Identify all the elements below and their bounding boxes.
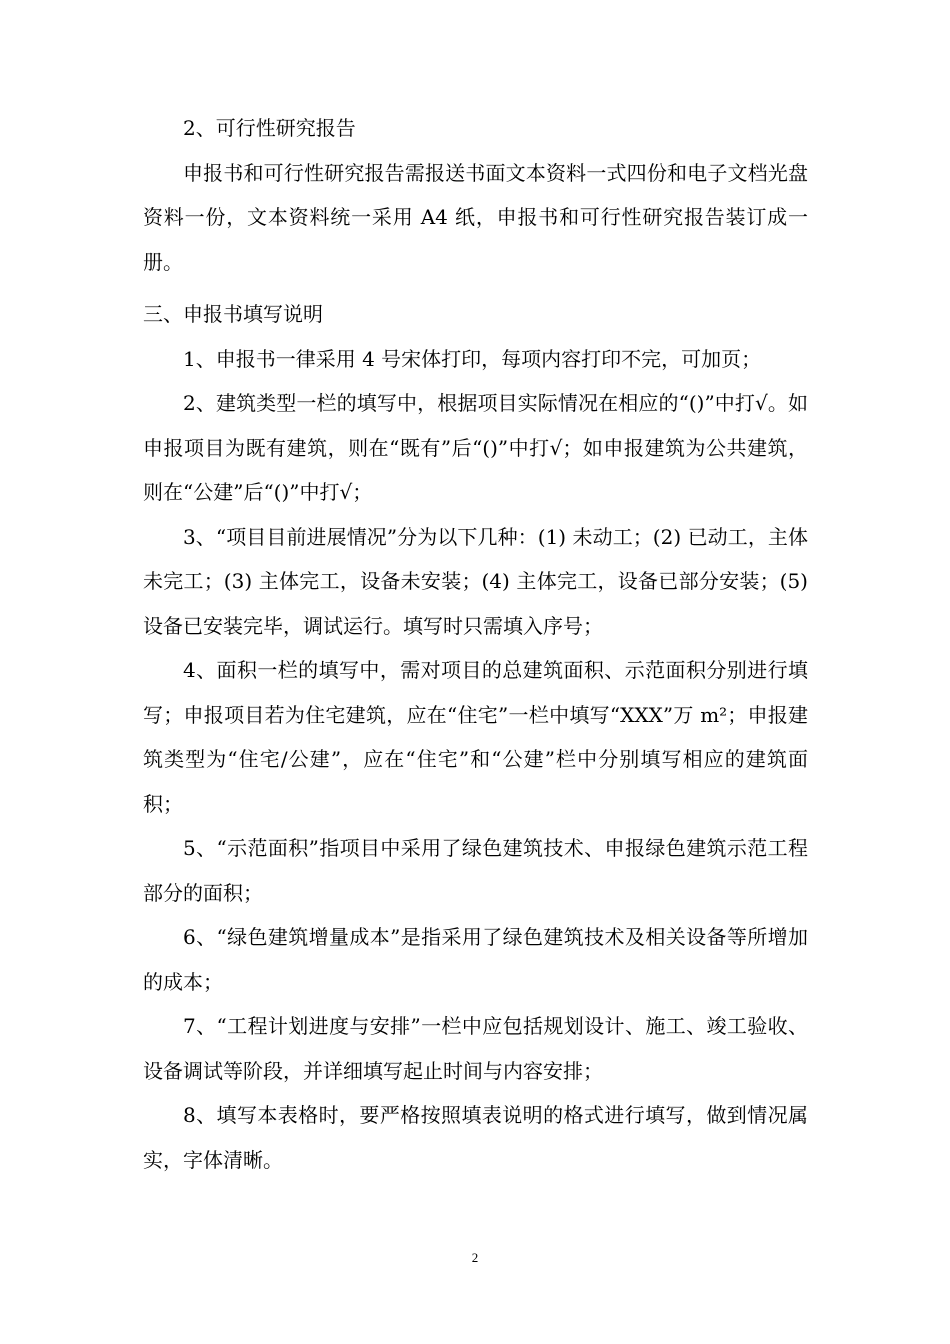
instruction-item-8: 8、填写本表格时，要严格按照填表说明的格式进行填写，做到情况属实，字体清晰。 — [143, 1103, 808, 1172]
document-body — [143, 106, 808, 1182]
section-title: 三、申报书填写说明 — [143, 302, 323, 326]
submission-paragraph: 申报书和可行性研究报告需报送书面文本资料一式四份和电子文档光盘资料一份，文本资料统一采用 A4 纸，申报书和可行性研究报告装订成一册。 — [143, 160, 808, 274]
instruction-item-2: 2、建筑类型一栏的填写中，根据项目实际情况在相应的“()”中打√。如申报项目为既有建筑，则在“既有”后“()”中打√；如申报建筑为公共建筑，则在“公建”后“()”中打√； — [143, 391, 808, 504]
instruction-item-4: 4、面积一栏的填写中，需对项目的总建筑面积、示范面积分别进行填写；申报项目若为住宅建筑，应在“住宅”一栏中填写“XXX”万 m²；申报建筑类型为“住宅/公建”，应在“住宅”和“公建”栏中分别填写相应的建筑面积； — [143, 658, 808, 816]
instruction-item-3: 3、“项目目前进展情况”分为以下几种：(1) 未动工；(2) 已动工，主体未完工；(3) 主体完工，设备未安装；(4) 主体完工，设备已部分安装；(5) 设备已安装完毕，调试运行。填写时只需填入序号； — [143, 524, 808, 638]
page-number: 2 — [471, 1250, 479, 1265]
instruction-item-5: 5、“示范面积”指项目中采用了绿色建筑技术、申报绿色建筑示范工程部分的面积； — [143, 836, 808, 905]
subsection-title: 2、可行性研究报告 — [183, 116, 356, 140]
instruction-item-7: 7、“工程计划进度与安排”一栏中应包括规划设计、施工、竣工验收、设备调试等阶段，并详细填写起止时间与内容安排； — [143, 1014, 808, 1083]
instruction-item-6: 6、“绿色建筑增量成本”是指采用了绿色建筑技术及相关设备等所增加的成本； — [143, 925, 808, 994]
instruction-item-1: 1、申报书一律采用 4 号宋体打印，每项内容打印不完，可加页； — [183, 346, 762, 371]
